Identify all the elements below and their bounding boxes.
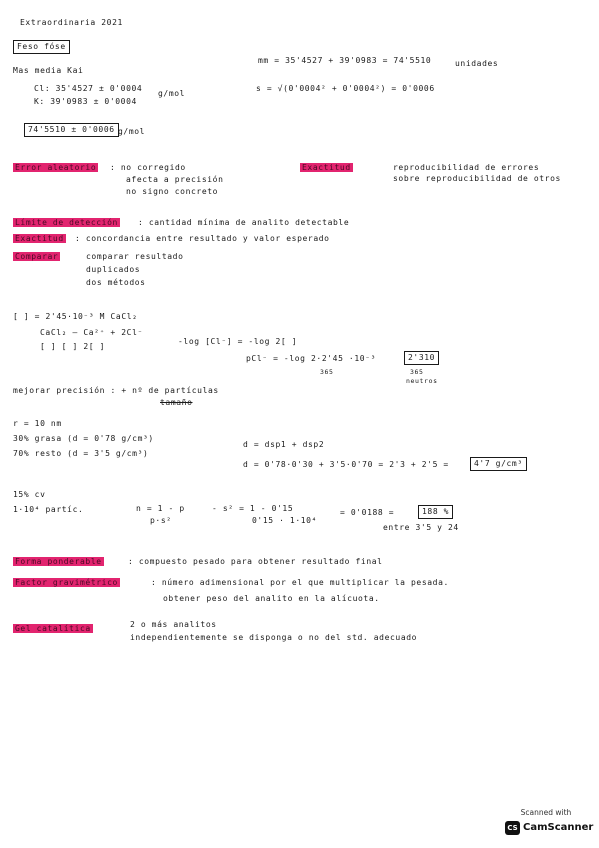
dissociation-concentrations: [ ] [ ] 2[ ] (40, 342, 105, 351)
exactitude-def-1: reproducibilidad de errores (393, 163, 540, 172)
pcl-result-box: 2'310 (404, 351, 439, 365)
calculation-denominator: 0'15 · 1·10⁴ (252, 516, 317, 525)
concentration-line: [ ] = 2'45·10⁻³ M CaCl₂ (13, 312, 138, 321)
highlight-detection-limit: Límite de detección (15, 218, 118, 227)
gravimetric-factor-def-1: : número adimensional por el que multiplicar la pesada. (151, 578, 449, 587)
mass-unit: g/mol (158, 89, 186, 98)
detection-limit-def: : cantidad mínima de analito detectable (138, 218, 350, 227)
scanned-with-label: Scanned with (520, 808, 572, 817)
camscanner-label: CamScanner (523, 822, 594, 833)
highlight-random-error: Error aleatorio (15, 163, 97, 172)
pcl-calculation: pCl⁻ = -log 2·2'45 ·10⁻³ (246, 354, 376, 363)
percent-result-box: 188 % (418, 505, 453, 519)
result-box: 74'5510 ± 0'0006 (24, 123, 119, 137)
pcl-result-unit: 365 (410, 368, 424, 376)
subheading: Mas media Kai (13, 66, 84, 75)
pcl-subscript: 365 (320, 368, 334, 376)
catalytic-def-1: 2 o más analitos (130, 620, 217, 629)
cv-line: 15% cv (13, 490, 46, 499)
highlight-weighable-form: Forma ponderable (15, 557, 102, 566)
rest-density: 70% resto (d = 3'5 g/cm³) (13, 449, 149, 458)
highlight-accuracy: Exactitud (15, 234, 64, 243)
compare-def-1: comparar resultado (86, 252, 184, 261)
calculation-result: = 0'0188 = (340, 508, 395, 517)
weighable-form-def: : compuesto pesado para obtener resultado final (128, 557, 383, 566)
chlorine-mass: Cl: 35'4527 ± 0'0004 (34, 84, 143, 93)
result-unit: g/mol (118, 127, 146, 136)
particles-line: 1·10⁴ partíc. (13, 505, 84, 514)
dissociation-equation: CaCl₂ — Ca²⁺ + 2Cl⁻ (40, 328, 143, 337)
gravimetric-factor-def-2: obtener peso del analito en la alícuota. (163, 594, 380, 603)
accuracy-def: : concordancia entre resultado y valor esperado (75, 234, 330, 243)
density-formula: d = dsp1 + dsp2 (243, 440, 325, 449)
log-expression: -log [Cl⁻] = -log 2[ ] (178, 337, 298, 346)
compare-def-3: dos métodos (86, 278, 146, 287)
uncertainty-formula: s = √(0'0004² + 0'0004²) = 0'0006 (256, 84, 435, 93)
precision-note: mejorar precisión : + nº de partículas (13, 386, 219, 395)
catalytic-def-2: independientemente se disponga o no del std. adecuado (130, 633, 418, 642)
random-error-def-2: afecta a precisión (126, 175, 224, 184)
calculation-step: - s² = 1 - 0'15 (212, 504, 294, 513)
density-calculation: d = 0'78·0'30 + 3'5·0'70 = 2'3 + 2'5 = (243, 460, 449, 469)
highlight-compare: Comparar (15, 252, 59, 261)
density-result-box: 4'7 g/cm³ (470, 457, 527, 471)
highlight-catalytic: Gel catalítica (15, 624, 91, 633)
random-error-def-3: no signo concreto (126, 187, 219, 196)
page-title: Extraordinaria 2021 (20, 18, 123, 27)
crossed-word: tamaño (160, 398, 193, 407)
scanner-watermark (503, 808, 594, 838)
range-note: entre 3'5 y 24 (383, 523, 459, 532)
fat-density: 30% grasa (d = 0'78 g/cm³) (13, 434, 154, 443)
fraction-numerator: n = 1 - p (136, 504, 185, 513)
molar-mass-sum: mm = 35'4527 + 39'0983 = 74'5510 (258, 56, 432, 65)
section-tag: Feso fóse (13, 40, 70, 54)
camscanner-logo-icon: CS (505, 821, 520, 835)
compare-def-2: duplicados (86, 265, 141, 274)
units-note: unidades (455, 59, 499, 68)
random-error-def-1: : no corregido (110, 163, 186, 172)
pcl-result-note: neutros (406, 377, 438, 385)
highlight-gravimetric-factor: Factor gravimétrico (15, 578, 118, 587)
radius-line: r = 10 nm (13, 419, 62, 428)
potassium-mass: K: 39'0983 ± 0'0004 (34, 97, 137, 106)
exactitude-def-2: sobre reproducibilidad de otros (393, 174, 561, 183)
highlight-exactitude: Exactitud (302, 163, 351, 172)
fraction-denominator: p·s² (150, 516, 172, 525)
